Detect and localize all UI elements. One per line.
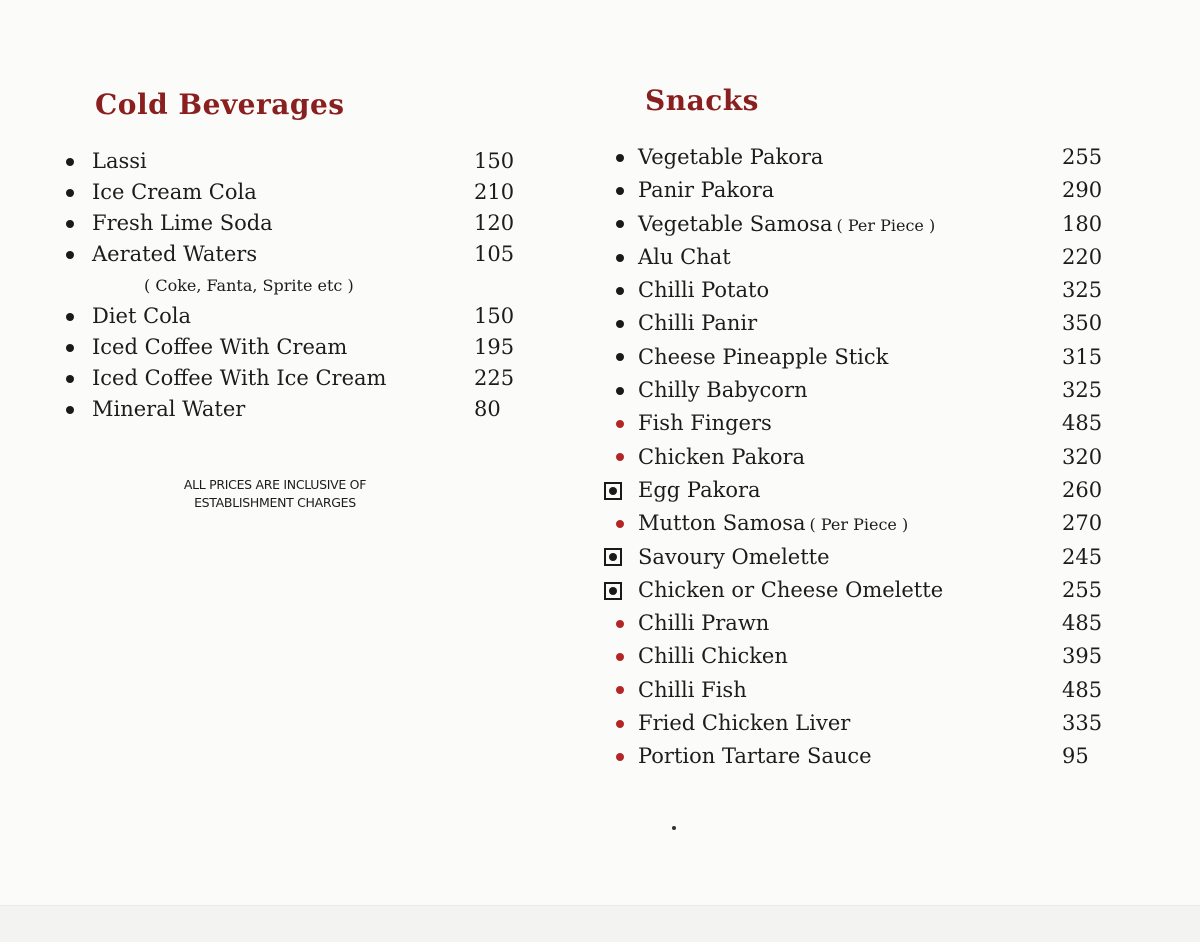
- snack-price: 485: [1062, 611, 1103, 636]
- snack-name: Alu Chat: [638, 244, 731, 269]
- snack-name-wrap: [638, 141, 823, 174]
- snack-price: 245: [1062, 544, 1103, 569]
- cold-beverages-list: [62, 146, 542, 425]
- beverage-item: [62, 146, 542, 177]
- bullet-dot-icon: [66, 251, 74, 259]
- beverage-name: Mineral Water: [92, 397, 246, 421]
- snack-item: [604, 607, 1124, 640]
- snack-item: [604, 241, 1124, 274]
- snack-name-wrap: [638, 341, 888, 374]
- snack-item: [604, 274, 1124, 307]
- snack-name-wrap: [638, 740, 872, 773]
- beverage-price: 120: [474, 211, 515, 235]
- beverage-name: Ice Cream Cola: [92, 180, 257, 204]
- snack-note: ( Per Piece ): [809, 515, 909, 535]
- snack-item: [604, 707, 1124, 740]
- snack-name-wrap: [638, 541, 830, 574]
- snack-price: 255: [1062, 577, 1103, 602]
- snack-name-wrap: [638, 241, 731, 274]
- beverage-name: Fresh Lime Soda: [92, 211, 273, 235]
- snack-item: [604, 740, 1124, 773]
- snack-name: Egg Pakora: [638, 477, 761, 502]
- beverage-price: 210: [474, 180, 515, 204]
- beverage-price: 105: [474, 242, 515, 266]
- snack-name: Mutton Samosa: [638, 511, 806, 536]
- snack-name: Chicken Pakora: [638, 444, 806, 469]
- snack-item: [604, 640, 1124, 673]
- snack-name: Chicken or Cheese Omelette: [638, 577, 944, 602]
- bullet-dot-icon: [66, 406, 74, 414]
- snack-name-wrap: [638, 441, 805, 474]
- snack-name: Chilli Fish: [638, 677, 747, 702]
- beverage-price: 80: [474, 397, 501, 421]
- snack-price: 255: [1062, 145, 1103, 169]
- paper-speck: [672, 826, 676, 830]
- beverage-item: [62, 208, 542, 239]
- snack-item: [604, 141, 1124, 174]
- snack-price: 220: [1062, 244, 1103, 269]
- cold-beverages-heading: Cold Beverages: [95, 88, 345, 121]
- snack-name: Chilly Babycorn: [638, 378, 808, 403]
- egg-symbol-icon: [604, 482, 622, 500]
- snack-price: 315: [1062, 344, 1103, 369]
- beverage-item: [62, 394, 542, 425]
- nonveg-dot-icon: [616, 620, 624, 628]
- snack-item: [604, 208, 1124, 241]
- snack-price: 290: [1062, 178, 1103, 203]
- snack-name-wrap: [638, 474, 761, 507]
- snack-price: 320: [1062, 444, 1103, 469]
- snack-item: [604, 307, 1124, 340]
- bullet-dot-icon: [66, 375, 74, 383]
- snack-price: 180: [1062, 211, 1103, 236]
- bullet-dot-icon: [66, 158, 74, 166]
- snack-name-wrap: [638, 507, 908, 541]
- snack-item: [604, 374, 1124, 407]
- beverage-item: [62, 239, 542, 270]
- snack-price: 335: [1062, 711, 1103, 736]
- veg-dot-icon: [616, 187, 624, 195]
- veg-dot-icon: [616, 320, 624, 328]
- snack-name: Savoury Omelette: [638, 544, 830, 569]
- snack-name: Fish Fingers: [638, 411, 772, 436]
- aerated-waters-note: ( Coke, Fanta, Sprite etc ): [144, 276, 354, 295]
- snack-name-wrap: [638, 274, 769, 307]
- bullet-dot-icon: [66, 344, 74, 352]
- beverage-item: [62, 363, 542, 394]
- snack-price: 260: [1062, 477, 1103, 502]
- snack-price: 325: [1062, 378, 1103, 403]
- beverage-price: 225: [474, 366, 515, 390]
- nonveg-dot-icon: [616, 686, 624, 694]
- snack-price: 270: [1062, 511, 1103, 536]
- snack-name-wrap: [638, 307, 757, 340]
- veg-dot-icon: [616, 254, 624, 262]
- egg-symbol-icon: [604, 582, 622, 600]
- footnote-line-2: ESTABLISHMENT CHARGES: [194, 495, 356, 510]
- veg-dot-icon: [616, 387, 624, 395]
- beverage-name: Diet Cola: [92, 304, 192, 328]
- snack-item: [604, 474, 1124, 507]
- snack-price: 350: [1062, 311, 1103, 336]
- snack-price: 485: [1062, 677, 1103, 702]
- snack-name: Chilli Potato: [638, 278, 770, 303]
- nonveg-dot-icon: [616, 453, 624, 461]
- snack-price: 325: [1062, 278, 1103, 303]
- bullet-dot-icon: [66, 313, 74, 321]
- beverage-item: [62, 332, 542, 363]
- snack-name: Panir Pakora: [638, 178, 775, 203]
- beverage-name: Iced Coffee With Ice Cream: [92, 366, 387, 390]
- snack-name: Vegetable Pakora: [638, 145, 824, 169]
- nonveg-dot-icon: [616, 720, 624, 728]
- beverage-name: Lassi: [92, 149, 147, 173]
- snack-name-wrap: [638, 707, 850, 740]
- prices-footnote: [135, 476, 415, 512]
- snack-name: Fried Chicken Liver: [638, 711, 851, 736]
- snack-item: [604, 407, 1124, 440]
- snack-name-wrap: [638, 640, 788, 673]
- snack-name-wrap: [638, 574, 943, 607]
- aerated-waters-note-row: [62, 270, 542, 301]
- snack-price: 95: [1062, 744, 1089, 769]
- snack-name-wrap: [638, 674, 747, 707]
- snack-name: Vegetable Samosa: [638, 211, 833, 236]
- snack-name-wrap: [638, 607, 769, 640]
- snack-name: Portion Tartare Sauce: [638, 744, 872, 769]
- snack-name: Chilli Prawn: [638, 611, 770, 636]
- beverage-price: 150: [474, 149, 515, 173]
- snacks-heading: Snacks: [645, 84, 759, 117]
- snack-name: Chilli Panir: [638, 311, 758, 336]
- snack-price: 395: [1062, 644, 1103, 669]
- page-bottom-edge: [0, 905, 1200, 942]
- snack-name-wrap: [638, 374, 808, 407]
- snack-name-wrap: [638, 407, 772, 440]
- snack-price: 485: [1062, 411, 1103, 436]
- snacks-list: [604, 141, 1124, 774]
- snack-item: [604, 574, 1124, 607]
- bullet-dot-icon: [66, 189, 74, 197]
- beverage-price: 195: [474, 335, 515, 359]
- snack-item: [604, 441, 1124, 474]
- egg-symbol-icon: [604, 548, 622, 566]
- snack-item: [604, 507, 1124, 540]
- snack-note: ( Per Piece ): [836, 215, 936, 235]
- beverage-item: [62, 177, 542, 208]
- beverage-name: Aerated Waters: [92, 242, 258, 266]
- beverage-price: 150: [474, 304, 515, 328]
- veg-dot-icon: [616, 353, 624, 361]
- veg-dot-icon: [616, 287, 624, 295]
- veg-dot-icon: [616, 154, 624, 162]
- bullet-dot-icon: [66, 220, 74, 228]
- snack-item: [604, 174, 1124, 207]
- snack-item: [604, 674, 1124, 707]
- nonveg-dot-icon: [616, 653, 624, 661]
- snack-name-wrap: [638, 174, 774, 207]
- snack-name-wrap: [638, 208, 935, 242]
- nonveg-dot-icon: [616, 753, 624, 761]
- veg-dot-icon: [616, 220, 624, 228]
- footnote-line-1: ALL PRICES ARE INCLUSIVE OF: [183, 477, 367, 492]
- snack-item: [604, 341, 1124, 374]
- nonveg-dot-icon: [616, 520, 624, 528]
- nonveg-dot-icon: [616, 420, 624, 428]
- beverage-item: [62, 301, 542, 332]
- snack-name: Cheese Pineapple Stick: [638, 344, 889, 369]
- beverage-name: Iced Coffee With Cream: [92, 335, 348, 359]
- snack-name: Chilli Chicken: [638, 644, 788, 669]
- snack-item: [604, 541, 1124, 574]
